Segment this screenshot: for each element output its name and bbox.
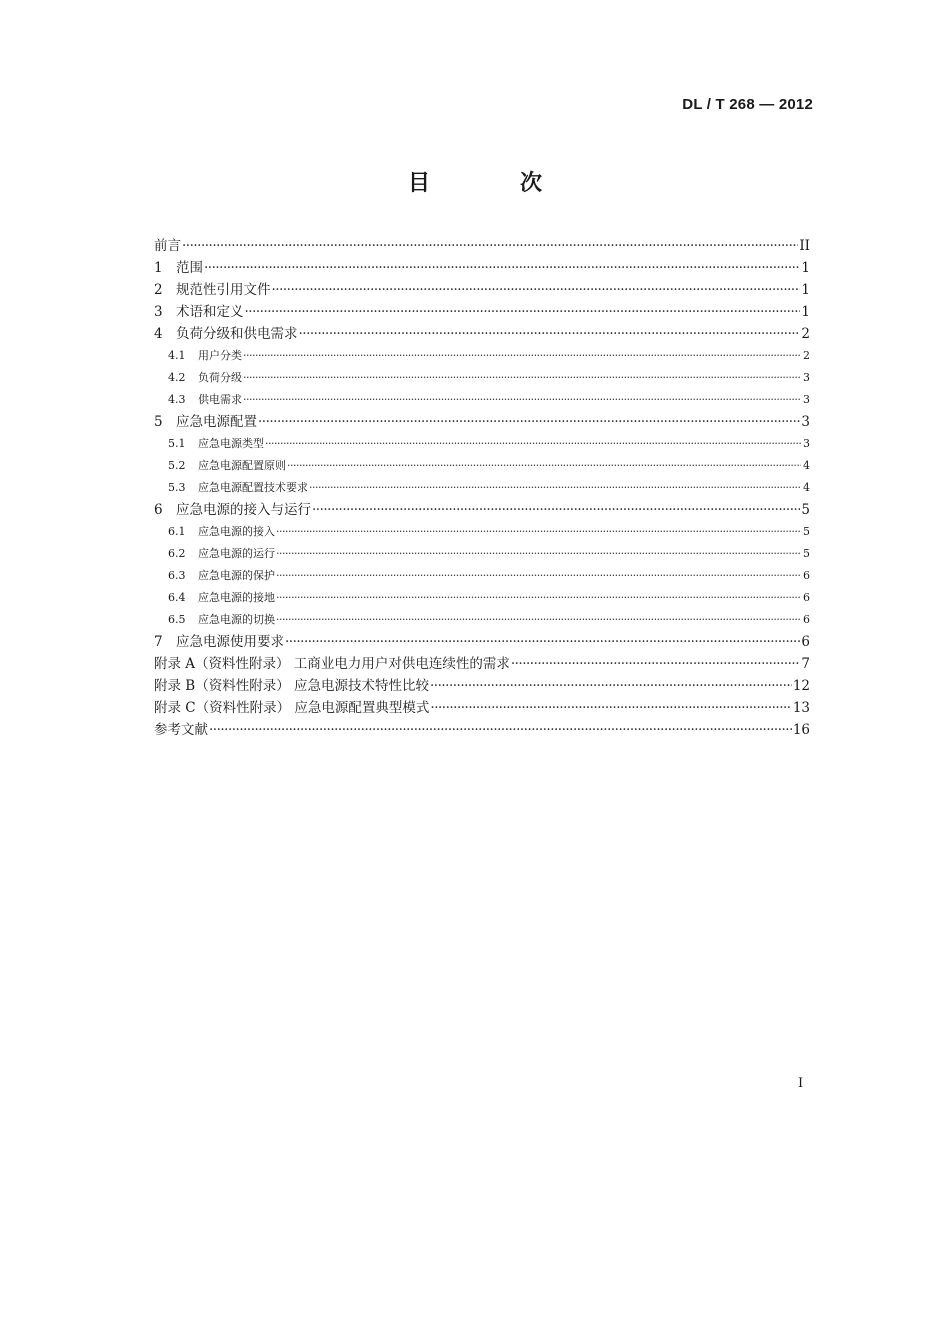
dot-leader	[276, 565, 801, 587]
toc-entry-page: II	[799, 238, 810, 254]
toc-entry-page: 1	[801, 304, 810, 320]
toc-entry-page: 16	[792, 722, 810, 738]
toc-entry[interactable]	[154, 455, 810, 477]
toc-entry-label: 应急电源的接地	[198, 591, 275, 604]
toc-entry[interactable]	[154, 257, 810, 279]
toc-entry-number: 5.3	[168, 481, 186, 494]
toc-entry-label: 附录 A（资料性附录） 工商业电力用户对供电连续性的需求	[154, 656, 510, 672]
toc-entry-number: 5	[154, 414, 163, 430]
dot-leader	[182, 235, 798, 257]
toc-entry-label: 应急电源配置原则	[198, 459, 286, 472]
toc-entry[interactable]	[154, 631, 810, 653]
toc-entry-page: 4	[803, 481, 810, 494]
toc-entry-page: 5	[803, 525, 810, 538]
toc-entry-page: 5	[803, 547, 810, 560]
toc-entry-number: 4.1	[168, 349, 186, 362]
toc-entry[interactable]	[154, 653, 810, 675]
dot-leader	[276, 609, 801, 631]
toc-entry[interactable]	[154, 675, 810, 697]
dot-leader	[209, 719, 792, 741]
toc-entry[interactable]	[154, 499, 810, 521]
toc-entry-label: 术语和定义	[176, 304, 244, 320]
toc-entry[interactable]	[154, 477, 810, 499]
dot-leader	[287, 455, 801, 477]
page-number: I	[798, 1076, 804, 1091]
toc-entry-page: 3	[803, 437, 810, 450]
dot-leader	[285, 631, 800, 653]
dot-leader	[243, 367, 801, 389]
toc-entry-page: 1	[801, 282, 810, 298]
toc-entry-page: 3	[801, 414, 810, 430]
toc-entry-page: 2	[803, 349, 810, 362]
toc-entry-number: 7	[154, 634, 163, 650]
toc-entry[interactable]	[154, 367, 810, 389]
toc-entry-page: 2	[801, 326, 810, 342]
toc-entry-label: 应急电源使用要求	[176, 634, 284, 650]
toc-entry-label: 应急电源的切换	[198, 613, 275, 626]
toc-entry-number: 6	[154, 502, 163, 518]
toc-entry[interactable]	[154, 609, 810, 631]
dot-leader	[430, 675, 792, 697]
toc-entry-number: 3	[154, 304, 163, 320]
toc-entry-page: 5	[801, 502, 810, 518]
toc-entry-page: 1	[801, 260, 810, 276]
toc-entry-page: 12	[792, 678, 810, 694]
toc-entry-number: 4.3	[168, 393, 186, 406]
toc-entry-label: 参考文献	[154, 722, 208, 738]
toc-entry-label: 应急电源的接入	[198, 525, 275, 538]
toc-entry-number: 5.1	[168, 437, 186, 450]
dot-leader	[243, 389, 801, 411]
dot-leader	[276, 587, 801, 609]
toc-entry-label: 附录 C（资料性附录） 应急电源配置典型模式	[154, 700, 430, 716]
toc-entry-label: 规范性引用文件	[176, 282, 271, 298]
toc-entry-page: 6	[803, 569, 810, 582]
toc-entry-label: 附录 B（资料性附录） 应急电源技术特性比较	[154, 678, 430, 694]
toc-entry-page: 13	[792, 700, 810, 716]
toc-entry[interactable]	[154, 279, 810, 301]
toc-entry-label: 应急电源类型	[198, 437, 264, 450]
toc-entry-label: 应急电源的接入与运行	[176, 502, 311, 518]
toc-entry[interactable]	[154, 697, 810, 719]
dot-leader	[243, 345, 801, 367]
page-title: 目 次	[407, 171, 576, 196]
toc-entry[interactable]	[154, 323, 810, 345]
toc-entry-label: 应急电源的运行	[198, 547, 275, 560]
toc-entry[interactable]	[154, 411, 810, 433]
toc-entry-label: 应急电源配置技术要求	[198, 481, 308, 494]
toc-entry-page: 4	[803, 459, 810, 472]
toc-entry-page: 6	[803, 591, 810, 604]
dot-leader	[245, 301, 801, 323]
toc-entry-page: 6	[803, 613, 810, 626]
dot-leader	[312, 499, 800, 521]
dot-leader	[299, 323, 801, 345]
toc-entry[interactable]	[154, 345, 810, 367]
dot-leader	[204, 257, 800, 279]
dot-leader	[309, 477, 801, 499]
toc-entry-label: 范围	[176, 260, 203, 276]
toc-entry-label: 应急电源配置	[176, 414, 257, 430]
toc-entry-number: 6.3	[168, 569, 186, 582]
toc-entry-number: 5.2	[168, 459, 186, 472]
toc-entry-label: 用户分类	[198, 349, 242, 362]
toc-entry-number: 4.2	[168, 371, 186, 384]
toc-entry-page: 6	[801, 634, 810, 650]
table-of-contents	[154, 235, 810, 741]
toc-entry[interactable]	[154, 301, 810, 323]
toc-entry-number: 6.4	[168, 591, 186, 604]
dot-leader	[272, 279, 801, 301]
toc-entry[interactable]	[154, 433, 810, 455]
dot-leader	[276, 543, 801, 565]
toc-entry-number: 1	[154, 260, 163, 276]
toc-entry-page: 3	[803, 393, 810, 406]
toc-entry-label: 供电需求	[198, 393, 242, 406]
toc-entry-page: 7	[801, 656, 810, 672]
toc-entry-label: 前言	[154, 238, 181, 254]
toc-entry[interactable]	[154, 565, 810, 587]
toc-entry-number: 6.5	[168, 613, 186, 626]
toc-entry[interactable]	[154, 389, 810, 411]
toc-entry-number: 6.1	[168, 525, 186, 538]
toc-entry[interactable]	[154, 543, 810, 565]
toc-entry-number: 6.2	[168, 547, 186, 560]
dot-leader	[265, 433, 801, 455]
toc-entry[interactable]	[154, 521, 810, 543]
dot-leader	[258, 411, 800, 433]
toc-entry[interactable]	[154, 587, 810, 609]
toc-entry-label: 应急电源的保护	[198, 569, 275, 582]
dot-leader	[276, 521, 801, 543]
toc-entry-page: 3	[803, 371, 810, 384]
toc-entry-number: 4	[154, 326, 163, 342]
toc-entry[interactable]	[154, 235, 810, 257]
toc-entry-number: 2	[154, 282, 163, 298]
document-code: DL / T 268 — 2012	[682, 96, 813, 113]
dot-leader	[511, 653, 801, 675]
toc-entry-label: 负荷分级和供电需求	[176, 326, 298, 342]
toc-entry[interactable]	[154, 719, 810, 741]
dot-leader	[430, 697, 791, 719]
toc-entry-label: 负荷分级	[198, 371, 242, 384]
